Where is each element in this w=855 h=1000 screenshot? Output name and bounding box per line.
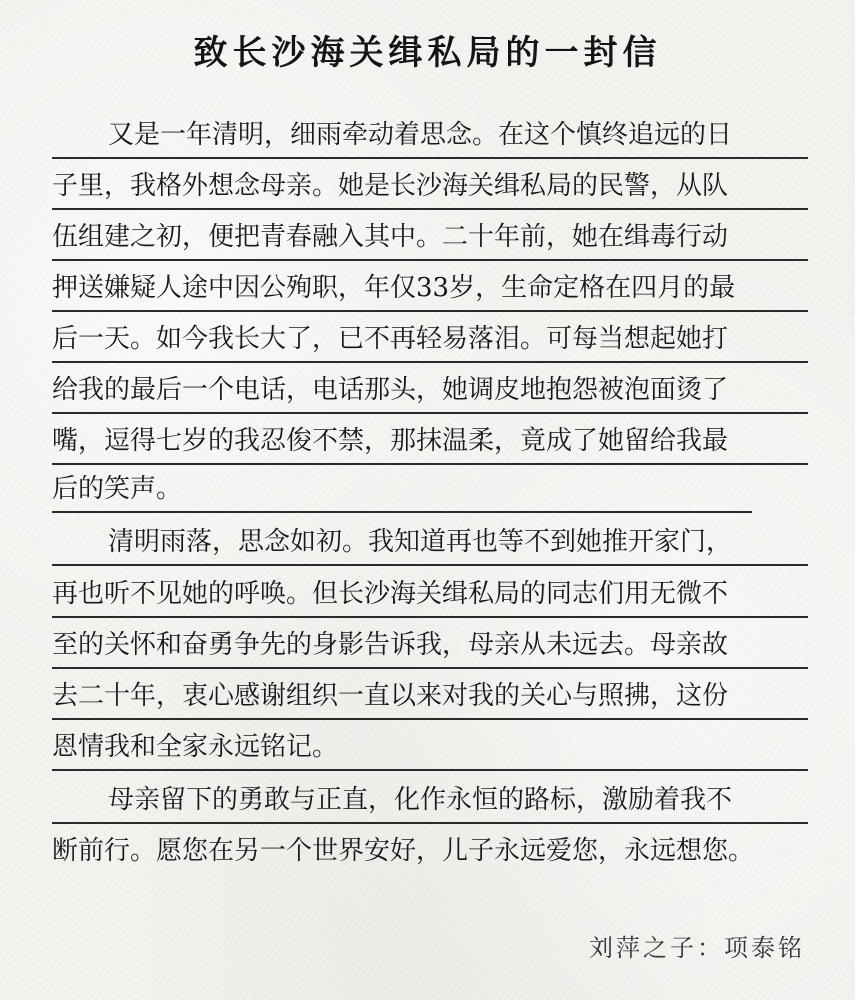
letter-line: 至的关怀和奋勇争先的身影告诉我，母亲从未远去。母亲故 bbox=[52, 625, 808, 669]
letter-line: 又是一年清明，细雨牵动着思念。在这个慎终追远的日 bbox=[52, 115, 808, 159]
signature: 刘萍之子：项泰铭 bbox=[589, 934, 805, 962]
letter-line: 后一天。如今我长大了，已不再轻易落泪。可每当想起她打 bbox=[52, 319, 808, 363]
letter-line: 后的笑声。 bbox=[52, 469, 752, 513]
letter-line: 去二十年，衷心感谢组织一直以来对我的关心与照拂，这份 bbox=[52, 676, 808, 720]
letter-line: 伍组建之初，便把青春融入其中。二十年前，她在缉毒行动 bbox=[52, 217, 808, 261]
letter-line: 押送嫌疑人途中因公殉职，年仅33岁，生命定格在四月的最 bbox=[52, 268, 808, 312]
letter-line: 断前行。愿您在另一个世界安好，儿子永远爱您，永远想您。 bbox=[52, 836, 755, 866]
letter-line: 再也听不见她的呼唤。但长沙海关缉私局的同志们用无微不 bbox=[52, 574, 808, 618]
letter-title: 致长沙海关缉私局的一封信 bbox=[193, 33, 662, 73]
letter-line: 嘴，逗得七岁的我忍俊不禁，那抹温柔，竟成了她留给我最 bbox=[52, 421, 808, 465]
letter-line: 母亲留下的勇敢与正直，化作永恒的路标，激励着我不 bbox=[52, 780, 808, 824]
letter-line: 恩情我和全家永远铭记。 bbox=[52, 727, 808, 771]
letter-line: 清明雨落，思念如初。我知道再也等不到她推开家门， bbox=[52, 522, 808, 566]
letter-line: 子里，我格外想念母亲。她是长沙海关缉私局的民警，从队 bbox=[52, 166, 808, 210]
letter-line: 给我的最后一个电话，电话那头，她调皮地抱怨被泡面烫了 bbox=[52, 370, 808, 414]
